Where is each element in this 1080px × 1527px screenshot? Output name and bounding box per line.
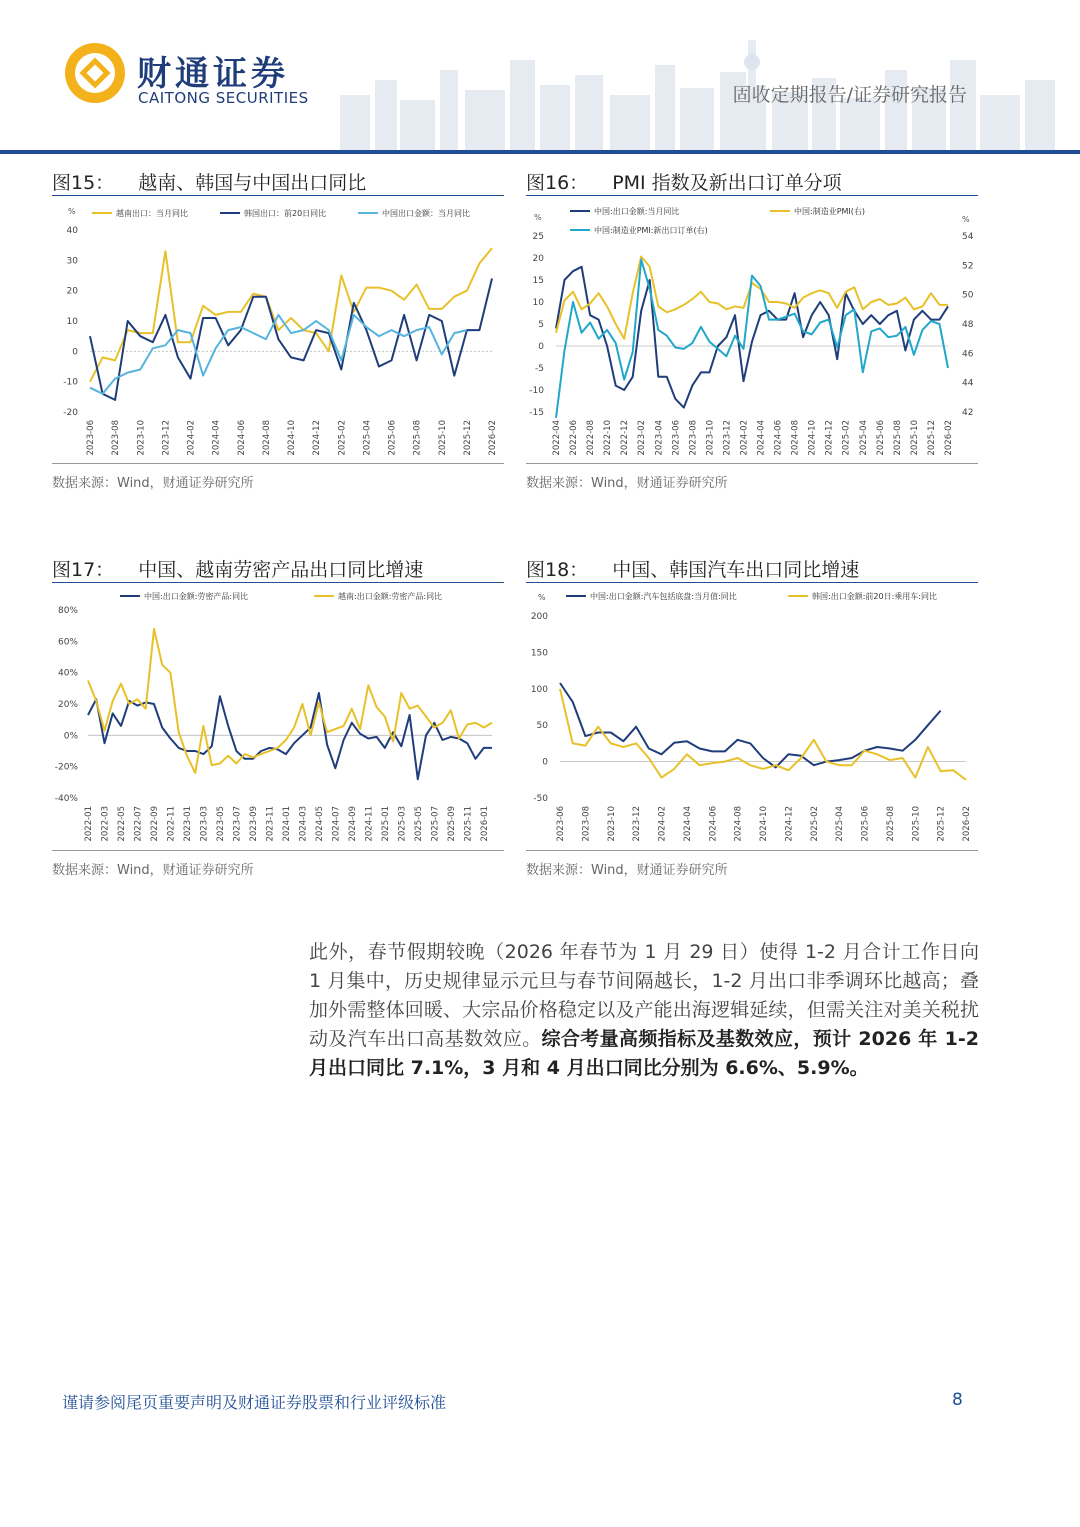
y-tick-label: -20%	[54, 762, 78, 773]
x-tick-label: 2022-07	[133, 806, 144, 842]
axis-unit-label: %	[68, 207, 76, 216]
axis-unit-label: %	[538, 593, 546, 602]
series-line-3	[90, 285, 492, 394]
figure-15-rule	[52, 195, 504, 196]
page-number: 8	[952, 1390, 963, 1410]
figure-16-chart	[526, 200, 978, 460]
figure-17-rule	[52, 582, 504, 583]
figure-caption: 中国、越南劳密产品出口同比增速	[138, 559, 424, 581]
x-tick-label: 2024-12	[824, 420, 835, 456]
x-tick-label: 2025-04	[858, 420, 869, 456]
figure-17-bottom-rule	[52, 850, 504, 851]
y-tick-label: 25	[532, 232, 544, 242]
y-tick-label: 50	[536, 721, 548, 732]
body-text-plain: 此外，春节假期较晚（2026 年春节为 1 月 29 日）使得 1-2 月合计工作日向 1 月集中，历史规律显示元旦与春节间隔越长，1-2 月出口非季调环比越高；叠加外需整体回暖、大宗品价格稳定以及产能出海逻辑延续，但需关注对美关税扰动及汽车出口高基数效应。	[309, 941, 979, 1050]
y-tick-label: 0%	[63, 731, 78, 742]
x-tick-label: 2025-12	[936, 806, 947, 842]
body-text-bold: 综合考量高频指标及基数效应，预计 2026 年 1-2 月出口同比 7.1%，3 月和 4 月出口同比分别为 6.6%、5.9%。	[309, 1028, 979, 1079]
x-tick-label: 2025-02	[337, 420, 348, 456]
figure-16-rule	[526, 195, 978, 196]
figure-number: 图15：	[52, 172, 115, 194]
figure-17-source: 数据来源：Wind，财通证券研究所	[52, 863, 254, 878]
y-tick-label: 150	[530, 648, 548, 659]
x-tick-label: 2024-08	[261, 420, 272, 456]
axis-unit-label: %	[534, 213, 542, 222]
legend-label: 中国:出口金额:劳密产品:同比	[144, 592, 249, 601]
series-line-2	[560, 689, 966, 780]
caitong-logo-icon	[62, 40, 128, 106]
report-type: 固收定期报告/证券研究报告	[732, 84, 967, 106]
x-tick-label: 2024-11	[364, 806, 375, 842]
x-tick-label: 2024-02	[657, 806, 668, 842]
figure-15-source: 数据来源：Wind，财通证券研究所	[52, 476, 254, 491]
x-tick-label: 2025-08	[892, 420, 903, 456]
x-tick-label: 2025-02	[841, 420, 852, 456]
figure-16-title	[526, 168, 842, 195]
x-tick-label: 2022-12	[620, 420, 631, 456]
y-tick-label-right: 52	[962, 261, 974, 272]
legend-label: 中国:制造业PMI(右)	[794, 207, 866, 216]
x-tick-label: 2023-09	[248, 806, 259, 842]
y-tick-label: 80%	[57, 606, 78, 616]
x-tick-label: 2025-07	[430, 806, 441, 842]
x-tick-label: 2023-05	[215, 806, 226, 842]
legend-label: 越南出口：当月同比	[116, 209, 188, 218]
series-line-2	[556, 257, 948, 339]
legend-label: 越南:出口金额:劳密产品:同比	[338, 592, 443, 601]
x-tick-label: 2024-01	[281, 806, 292, 842]
x-tick-label: 2026-02	[488, 420, 498, 456]
company-name-en: CAITONG SECURITIES	[138, 89, 309, 107]
x-tick-label: 2024-12	[312, 420, 323, 456]
x-tick-label: 2024-06	[236, 420, 247, 456]
y-tick-label: 20	[532, 254, 544, 264]
x-tick-label: 2025-09	[446, 806, 457, 842]
x-tick-label: 2025-11	[463, 806, 474, 842]
city-skyline-decoration	[300, 0, 1080, 150]
figure-18-source: 数据来源：Wind，财通证券研究所	[526, 863, 728, 878]
figure-15-chart	[52, 200, 504, 460]
x-tick-label: 2024-05	[314, 806, 325, 842]
y-tick-label: 5	[538, 320, 544, 330]
figure-18-chart	[526, 586, 978, 848]
x-tick-label: 2022-06	[569, 420, 580, 456]
x-tick-label: 2026-01	[479, 806, 490, 842]
x-tick-label: 2023-01	[182, 806, 193, 842]
y-tick-label: 30	[66, 256, 78, 267]
x-tick-label: 2022-03	[100, 806, 111, 842]
x-tick-label: 2025-10	[911, 806, 922, 842]
y-tick-label: -50	[533, 794, 548, 804]
y-tick-label: 40	[66, 226, 78, 236]
x-tick-label: 2024-03	[298, 806, 309, 842]
figure-18-title	[526, 555, 859, 582]
x-tick-label: 2023-03	[199, 806, 210, 842]
x-tick-label: 2025-06	[860, 806, 871, 842]
x-tick-label: 2024-06	[773, 420, 784, 456]
x-tick-label: 2023-06	[86, 420, 96, 456]
x-tick-label: 2024-04	[211, 420, 222, 456]
figure-18-bottom-rule	[526, 850, 978, 851]
series-line-2	[88, 629, 492, 773]
x-tick-label: 2023-08	[688, 420, 699, 456]
footer-disclaimer: 谨请参阅尾页重要声明及财通证券股票和行业评级标准	[62, 1393, 447, 1412]
x-tick-label: 2023-06	[671, 420, 682, 456]
x-tick-label: 2023-10	[606, 806, 617, 842]
figure-15-bottom-rule	[52, 463, 504, 464]
x-tick-label: 2022-08	[586, 420, 597, 456]
y-tick-label-right: 42	[962, 408, 974, 418]
y-tick-label: 20%	[57, 700, 78, 710]
figure-caption: 中国、韩国汽车出口同比增速	[612, 559, 860, 581]
series-line-1	[560, 683, 941, 767]
y-tick-label: -15	[529, 408, 544, 418]
y-tick-label-right: 44	[962, 378, 974, 389]
x-tick-label: 2024-10	[287, 420, 297, 456]
x-tick-label: 2025-12	[926, 420, 937, 456]
y-tick-label: 20	[66, 286, 78, 297]
figure-16-bottom-rule	[526, 463, 978, 464]
figure-number: 图18：	[526, 559, 589, 581]
x-tick-label: 2025-12	[462, 420, 473, 456]
company-name-cn: 财通证券	[137, 54, 289, 94]
x-tick-label: 2023-12	[722, 420, 733, 456]
x-tick-label: 2025-06	[387, 420, 398, 456]
series-line-2	[90, 279, 492, 400]
legend-label: 中国:出口金额:当月同比	[594, 207, 680, 216]
y-tick-label: 10	[66, 317, 78, 327]
x-tick-label: 2024-04	[682, 806, 693, 842]
y-tick-label: 200	[530, 612, 548, 622]
y-tick-label: 15	[532, 276, 544, 286]
x-tick-label: 2022-05	[116, 806, 127, 842]
x-tick-label: 2025-10	[437, 420, 448, 456]
x-tick-label: 2023-08	[111, 420, 122, 456]
figure-number: 图16：	[526, 172, 589, 194]
x-tick-label: 2025-02	[809, 806, 820, 842]
figure-number: 图17：	[52, 559, 115, 581]
x-tick-label: 2023-10	[136, 420, 147, 456]
y-tick-label: 0	[538, 342, 544, 352]
figure-18-rule	[526, 582, 978, 583]
legend-label: 韩国出口：前20日同比	[244, 209, 327, 218]
x-tick-label: 2024-06	[708, 806, 719, 842]
figure-caption: PMI 指数及新出口订单分项	[612, 172, 842, 194]
y-tick-label: -10	[63, 377, 78, 388]
legend-label: 中国出口金额：当月同比	[382, 209, 470, 218]
y-tick-label-right: 50	[962, 290, 974, 301]
x-tick-label: 2023-08	[581, 806, 592, 842]
figure-17-title	[52, 555, 423, 582]
y-tick-label: -10	[529, 386, 544, 396]
x-tick-label: 2025-06	[875, 420, 886, 456]
x-tick-label: 2024-02	[186, 420, 197, 456]
header-rule	[0, 150, 1080, 154]
x-tick-label: 2024-04	[756, 420, 767, 456]
x-tick-label: 2024-08	[733, 806, 744, 842]
y-tick-label: 100	[530, 684, 548, 695]
x-tick-label: 2026-02	[944, 420, 954, 456]
x-tick-label: 2026-02	[962, 806, 972, 842]
x-tick-label: 2025-08	[885, 806, 896, 842]
x-tick-label: 2024-10	[759, 806, 769, 842]
y-tick-label: -40%	[54, 794, 78, 804]
x-tick-label: 2025-01	[380, 806, 391, 842]
x-tick-label: 2024-02	[739, 420, 750, 456]
y-tick-label-right: 48	[962, 320, 974, 330]
x-tick-label: 2022-01	[84, 806, 94, 842]
series-line-1	[90, 248, 492, 382]
x-tick-label: 2025-05	[413, 806, 424, 842]
x-tick-label: 2024-09	[347, 806, 358, 842]
x-tick-label: 2022-11	[166, 806, 177, 842]
x-tick-label: 2023-02	[637, 420, 648, 456]
x-tick-label: 2022-09	[149, 806, 160, 842]
x-tick-label: 2025-10	[909, 420, 920, 456]
x-tick-label: 2023-12	[632, 806, 643, 842]
x-tick-label: 2023-06	[556, 806, 566, 842]
legend-label: 中国:出口金额:汽车包括底盘:当月值:同比	[590, 592, 737, 601]
legend-label: 中国:制造业PMI:新出口订单(右)	[594, 226, 708, 235]
figure-caption: 越南、韩国与中国出口同比	[138, 172, 367, 194]
y-tick-label: 40%	[57, 668, 78, 679]
x-tick-label: 2025-08	[412, 420, 423, 456]
x-tick-label: 2022-10	[603, 420, 614, 456]
x-tick-label: 2024-10	[807, 420, 818, 456]
x-tick-label: 2025-04	[362, 420, 373, 456]
body-paragraph	[309, 938, 979, 1083]
axis-unit-label-right: %	[962, 215, 970, 224]
y-tick-label: 0	[542, 757, 548, 768]
x-tick-label: 2024-08	[790, 420, 801, 456]
series-line-1	[88, 693, 492, 779]
y-tick-label: 0	[72, 347, 78, 358]
x-tick-label: 2024-12	[784, 806, 795, 842]
page-header	[0, 0, 1080, 156]
y-tick-label: -20	[63, 408, 78, 418]
x-tick-label: 2022-04	[552, 420, 562, 456]
x-tick-label: 2023-07	[232, 806, 243, 842]
x-tick-label: 2025-03	[397, 806, 408, 842]
x-tick-label: 2023-12	[161, 420, 172, 456]
legend-label: 韩国:出口金额:前20日:乘用车:同比	[812, 592, 937, 601]
figure-17-chart	[52, 586, 504, 848]
x-tick-label: 2025-04	[835, 806, 846, 842]
x-tick-label: 2023-11	[265, 806, 276, 842]
y-tick-label-right: 54	[962, 232, 974, 242]
figure-15-title	[52, 168, 366, 195]
x-tick-label: 2023-04	[654, 420, 665, 456]
y-tick-label: 60%	[57, 637, 78, 648]
x-tick-label: 2023-10	[705, 420, 716, 456]
x-tick-label: 2024-07	[331, 806, 342, 842]
y-tick-label: -5	[535, 364, 544, 374]
y-tick-label: 10	[532, 298, 544, 308]
y-tick-label-right: 46	[962, 349, 974, 360]
figure-16-source: 数据来源：Wind，财通证券研究所	[526, 476, 728, 491]
